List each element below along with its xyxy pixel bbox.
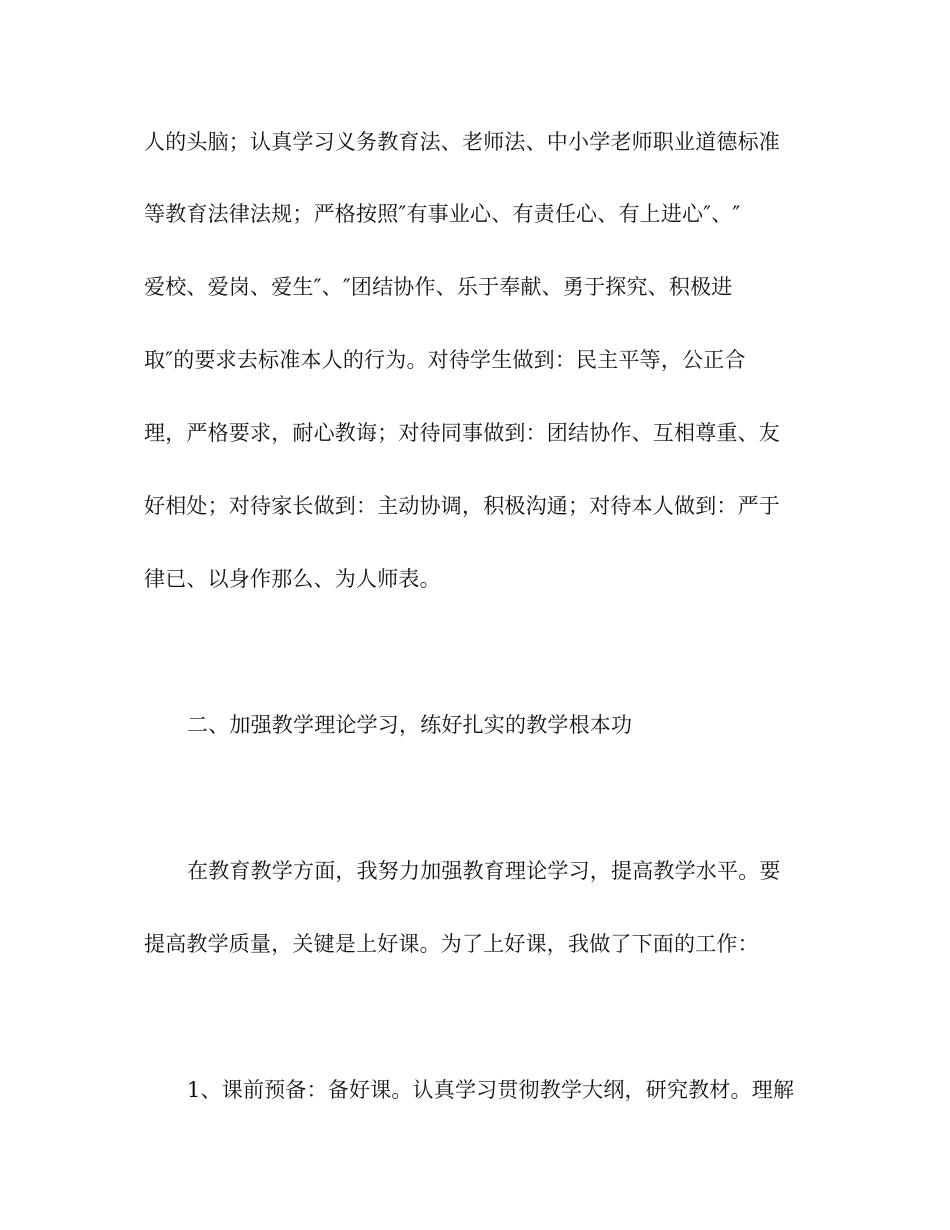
- paragraph-1-line-6: 好相处；对待家长做到：主动协调，积极沟通；对待本人做到：严于: [144, 494, 780, 518]
- list-item-1: 1、课前预备：备好课。认真学习贯彻教学大纲，研究教材。理解: [187, 1078, 795, 1102]
- paragraph-1-line-1: 人的头脑；认真学习义务教育法、老师法、中小学老师职业道德标准: [144, 130, 780, 154]
- paragraph-2-line-2: 提高教学质量，关键是上好课。为了上好课，我做了下面的工作：: [144, 932, 759, 956]
- section-heading-2: 二、加强教学理论学习，练好扎实的教学根本功: [187, 713, 633, 737]
- paragraph-1-line-7: 律已、以身作那么、为人师表。: [144, 567, 441, 591]
- paragraph-1-line-2: 等教育法律法规；严格按照″有事业心、有责任心、有上进心″、″: [144, 202, 741, 226]
- paragraph-1-line-5: 理，严格要求，耐心教诲；对待同事做到：团结协作、互相尊重、友: [144, 421, 780, 445]
- paragraph-1-line-4: 取″的要求去标准本人的行为。对待学生做到：民主平等，公正合: [144, 348, 746, 372]
- paragraph-2-line-1: 在教育教学方面，我努力加强教育理论学习，提高教学水平。要: [187, 859, 781, 883]
- paragraph-1-line-3: 爱校、爱岗、爱生″、″团结协作、乐于奉献、勇于探究、积极进: [144, 275, 733, 299]
